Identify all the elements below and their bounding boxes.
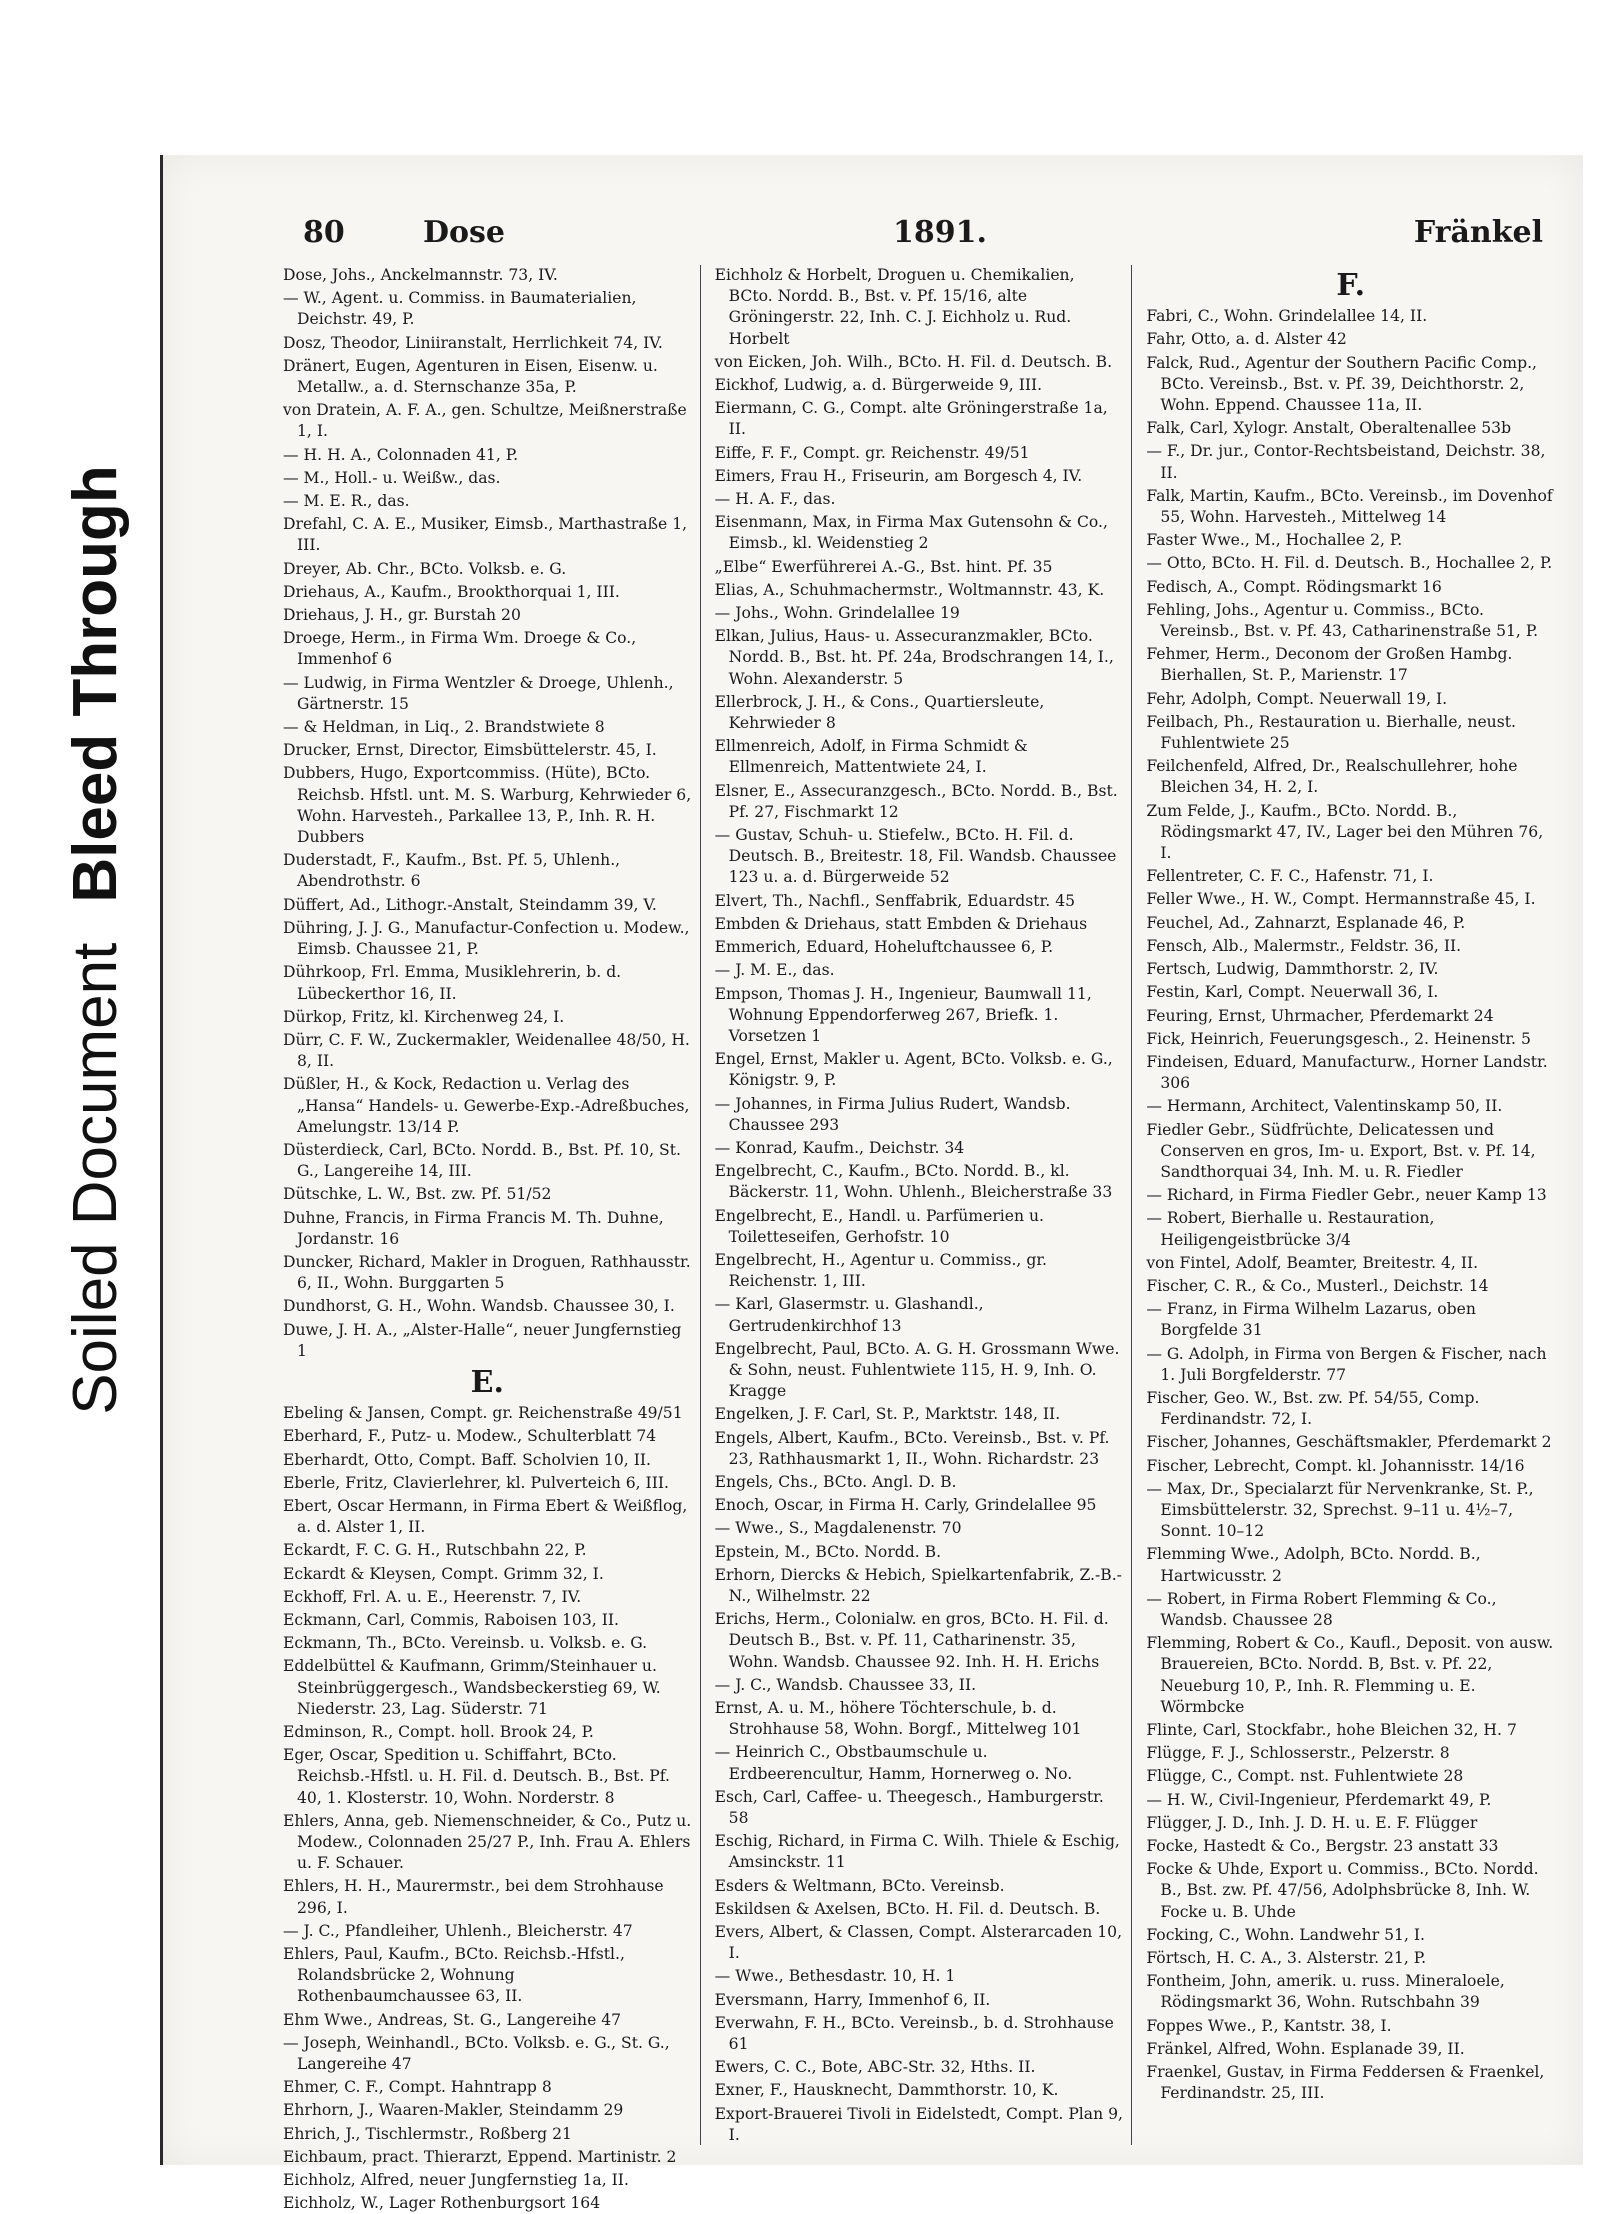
directory-entry: Eckardt & Kleysen, Compt. Grimm 32, I. xyxy=(283,1564,604,1583)
directory-entry: — Richard, in Firma Fiedler Gebr., neuer Kamp 13 xyxy=(1146,1186,1547,1205)
directory-entry: Düffert, Ad., Lithogr.-Anstalt, Steindamm 39, V. xyxy=(283,895,657,914)
directory-entry: — Johannes, in Firma Julius Rudert, Wandsb. Chaussee 293 xyxy=(714,1094,1071,1134)
directory-entry: Ehlers, Anna, geb. Niemenschneider, & Co., Putz u. Modew., Colonnaden 25/27 P., Inh. Frau A. Ehlers u. F. Schauer. xyxy=(283,1811,692,1873)
directory-entry: Ehm Wwe., Andreas, St. G., Langereihe 47 xyxy=(283,2010,622,2029)
directory-entry: Droege, Herm., in Firma Wm. Droege & Co., Immenhof 6 xyxy=(283,629,637,669)
directory-entry: Embden & Driehaus, statt Embden & Driehaus xyxy=(714,914,1088,933)
directory-entry: Erichs, Herm., Colonialw. en gros, BCto. H. Fil. d. Deutsch B., Bst. v. Pf. 11, Catharinenstr. 35, Wohn. Wandsb. Chaussee 92. Inh. H. H. Erichs xyxy=(714,1610,1109,1671)
directory-entry: Dundhorst, G. H., Wohn. Wandsb. Chaussee 30, I. xyxy=(283,1297,675,1316)
directory-entry: Dühring, J. J. G., Manufactur-Confection u. Modew., Eimsb. Chaussee 21, P. xyxy=(283,918,690,959)
directory-entry: Feller Wwe., H. W., Compt. Hermannstraße 45, I. xyxy=(1146,890,1536,909)
directory-entry: Düsterdieck, Carl, BCto. Nordd. B., Bst. Pf. 10, St. G., Langereihe 14, III. xyxy=(283,1140,681,1181)
directory-entry: Falk, Carl, Xylogr. Anstalt, Oberaltenallee 53b xyxy=(1146,419,1512,438)
directory-entry: Eiermann, C. G., Compt. alte Gröningerstraße 1a, II. xyxy=(714,399,1108,439)
directory-entry: Fick, Heinrich, Feuerungsgesch., 2. Heinenstr. 5 xyxy=(1146,1029,1531,1048)
directory-entry: Eckhoff, Frl. A. u. E., Heerenstr. 7, IV. xyxy=(283,1587,582,1606)
directory-entry: Falck, Rud., Agentur der Southern Pacific Comp., BCto. Vereinsb., Bst. v. Pf. 39, Deichthorstr. 2, Wohn. Eppend. Chaussee 11a, II. xyxy=(1146,353,1537,415)
directory-entry: Fischer, C. R., & Co., Musterl., Deichstr. 14 xyxy=(1146,1276,1489,1295)
directory-entry: Driehaus, J. H., gr. Burstah 20 xyxy=(283,606,521,625)
directory-entry: — Max, Dr., Specialarzt für Nervenkranke, St. P., Eimsbüttelerstr. 32, Sprechst. 9–11 u. 4½–7, Sonnt. 10–12 xyxy=(1146,1479,1534,1541)
directory-columns xyxy=(283,265,1563,2213)
directory-entry: Feuring, Ernst, Uhrmacher, Pferdemarkt 24 xyxy=(1146,1006,1494,1025)
directory-entry: Engelbrecht, H., Agentur u. Commiss., gr. Reichenstr. 1, III. xyxy=(714,1250,1048,1291)
directory-entry: Dürkop, Fritz, kl. Kirchenweg 24, I. xyxy=(283,1007,565,1026)
directory-column-1 xyxy=(283,265,701,2213)
directory-entry: Düßler, H., & Kock, Redaction u. Verlag des „Hansa“ Handels- u. Gewerbe-Exp.-Adreßbuches, Amelungstr. 13/14 P. xyxy=(283,1075,690,1136)
directory-entry: Engel, Ernst, Makler u. Agent, BCto. Volksb. e. G., Königstr. 9, P. xyxy=(714,1050,1113,1090)
directory-entry: Driehaus, A., Kaufm., Brookthorquai 1, III. xyxy=(283,582,620,601)
directory-entry: Fontheim, John, amerik. u. russ. Mineraloele, Rödingsmarkt 36, Wohn. Rutschbahn 39 xyxy=(1146,1972,1505,2012)
directory-entry: Drefahl, C. A. E., Musiker, Eimsb., Marthastraße 1, III. xyxy=(283,515,688,555)
directory-entry: Epstein, M., BCto. Nordd. B. xyxy=(714,1542,942,1561)
directory-entry: Dubbers, Hugo, Exportcommiss. (Hüte), BCto. Reichsb. Hfstl. unt. M. S. Warburg, Kehrwieder 6, Wohn. Harvesteh., Parkallee 13, P., Inh. R. H. Dubbers xyxy=(283,764,692,847)
directory-entry: Fischer, Geo. W., Bst. zw. Pf. 54/55, Comp. Ferdinandstr. 72, I. xyxy=(1146,1388,1480,1429)
directory-entry: Export-Brauerei Tivoli in Eidelstedt, Compt. Plan 9, I. xyxy=(714,2104,1123,2144)
sidebar-caption xyxy=(40,160,150,1720)
section-letter: F. xyxy=(1336,268,1366,303)
directory-entry: Eiffe, F. F., Compt. gr. Reichenstr. 49/51 xyxy=(714,443,1030,462)
directory-entry: Flemming, Robert & Co., Kaufl., Deposit. von ausw. Brauereien, BCto. Nordd. B, Bst. v. Pf. 22, Neueburg 10, P., Inh. R. Flemming u. E. Wörmbcke xyxy=(1146,1634,1554,1716)
directory-entry: Focke, Hastedt & Co., Bergstr. 23 anstatt 33 xyxy=(1146,1837,1499,1856)
directory-entry: — J. C., Pfandleiher, Uhlenh., Bleicherstr. 47 xyxy=(283,1921,633,1940)
directory-column-2 xyxy=(715,265,1133,2145)
directory-entry: Eversmann, Harry, Immenhof 6, II. xyxy=(714,1990,991,2009)
directory-entry: Elvert, Th., Nachfl., Senffabrik, Eduardstr. 45 xyxy=(714,891,1076,910)
directory-entry: Ellmenreich, Adolf, in Firma Schmidt & Ellmenreich, Mattentwiete 24, I. xyxy=(714,737,1028,777)
directory-entry: — J. M. E., das. xyxy=(714,961,835,980)
directory-entry: Findeisen, Eduard, Manufacturw., Horner Landstr. 306 xyxy=(1146,1052,1548,1093)
directory-entry: Esch, Carl, Caffee- u. Theegesch., Hamburgerstr. 58 xyxy=(714,1787,1104,1828)
page-header xyxy=(303,215,1543,255)
directory-entry: Ehlers, H. H., Maurermstr., bei dem Strohhause 296, I. xyxy=(283,1877,664,1917)
directory-entry: Fraenkel, Gustav, in Firma Feddersen & Fraenkel, Ferdinandstr. 25, III. xyxy=(1146,2063,1545,2103)
directory-entry: Elsner, E., Assecuranzgesch., BCto. Nordd. B., Bst. Pf. 27, Fischmarkt 12 xyxy=(714,781,1118,821)
directory-entry: Fedisch, A., Compt. Rödingsmarkt 16 xyxy=(1146,577,1442,596)
directory-entry: Engels, Albert, Kaufm., BCto. Vereinsb., Bst. v. Pf. 23, Rathhausmarkt 1, II., Wohn. Richardstr. 23 xyxy=(714,1428,1110,1468)
page-number: 80 xyxy=(303,215,345,250)
header-keyword-left: Dose xyxy=(423,215,506,250)
directory-entry: — Karl, Glasermstr. u. Glashandl., Gertrudenkirchhof 13 xyxy=(714,1295,984,1335)
header-keyword-right: Fränkel xyxy=(1413,215,1543,250)
directory-entry: „Elbe“ Ewerführerei A.-G., Bst. hint. Pf. 35 xyxy=(714,557,1053,576)
directory-entry: Flügger, J. D., Inh. J. D. H. u. E. F. Flügger xyxy=(1146,1813,1478,1832)
sidebar-text-b: Bleed Through xyxy=(60,465,130,903)
directory-entry: — Wwe., S., Magdalenenstr. 70 xyxy=(714,1519,962,1538)
directory-entry: — Konrad, Kaufm., Deichstr. 34 xyxy=(714,1138,965,1157)
directory-entry: Focke & Uhde, Export u. Commiss., BCto. Nordd. B., Bst. zw. Pf. 47/56, Adolphsbrücke 8, Inh. W. Focke u. B. Uhde xyxy=(1146,1860,1539,1921)
directory-entry: — H. H. A., Colonnaden 41, P. xyxy=(283,445,519,464)
directory-entry: — M. E. R., das. xyxy=(283,492,410,511)
directory-entry: — F., Dr. jur., Contor-Rechtsbeistand, Deichstr. 38, II. xyxy=(1146,442,1546,482)
directory-entry: — Wwe., Bethesdastr. 10, H. 1 xyxy=(714,1967,956,1986)
directory-entry: Dührkoop, Frl. Emma, Musiklehrerin, b. d. Lübeckerthor 16, II. xyxy=(283,963,622,1003)
directory-entry: Exner, F., Hausknecht, Dammthorstr. 10, K. xyxy=(714,2081,1059,2100)
directory-entry: Fehr, Adolph, Compt. Neuerwall 19, I. xyxy=(1146,689,1448,708)
directory-entry: — Joseph, Weinhandl., BCto. Volksb. e. G., St. G., Langereihe 47 xyxy=(283,2033,670,2074)
directory-entry: Engelken, J. F. Carl, St. P., Marktstr. 148, II. xyxy=(714,1405,1061,1424)
directory-entry: Ehrhorn, J., Waaren-Makler, Steindamm 29 xyxy=(283,2101,624,2120)
directory-entry: Engelbrecht, C., Kaufm., BCto. Nordd. B., kl. Bäckerstr. 11, Wohn. Uhlenh., Bleicherstraße 33 xyxy=(714,1162,1113,1202)
directory-entry: Duhne, Francis, in Firma Francis M. Th. Duhne, Jordanstr. 16 xyxy=(283,1208,664,1248)
directory-entry: Dosz, Theodor, Liniiranstalt, Herrlichkeit 74, IV. xyxy=(283,333,663,352)
directory-entry: Ernst, A. u. M., höhere Töchterschule, b. d. Strohhause 58, Wohn. Borgf., Mittelweg 101 xyxy=(714,1699,1082,1739)
directory-entry: von Fintel, Adolf, Beamter, Breitestr. 4, II. xyxy=(1146,1253,1479,1272)
directory-entry: Eickhof, Ludwig, a. d. Bürgerweide 9, III. xyxy=(714,376,1043,395)
directory-entry: Ebeling & Jansen, Compt. gr. Reichenstraße 49/51 xyxy=(283,1404,683,1423)
document-page xyxy=(160,155,1583,2213)
directory-entry: Fränkel, Alfred, Wohn. Esplanade 39, II. xyxy=(1146,2039,1465,2058)
directory-entry: — & Heldman, in Liq., 2. Brandstwiete 8 xyxy=(283,718,605,737)
directory-entry: Evers, Albert, & Classen, Compt. Alsterarcaden 10, I. xyxy=(714,1923,1123,1963)
directory-entry: Eberhardt, Otto, Compt. Baff. Scholvien 10, II. xyxy=(283,1450,651,1469)
directory-entry: Fertsch, Ludwig, Dammthorstr. 2, IV. xyxy=(1146,960,1439,979)
directory-entry: Dose, Johs., Anckelmannstr. 73, IV. xyxy=(283,266,558,284)
directory-entry: von Dratein, A. F. A., gen. Schultze, Meißnerstraße 1, I. xyxy=(283,401,687,441)
directory-entry: Falk, Martin, Kaufm., BCto. Vereinsb., im Dovenhof 55, Wohn. Harvesteh., Mittelweg 14 xyxy=(1146,486,1553,527)
directory-entry: Empson, Thomas J. H., Ingenieur, Baumwall 11, Wohnung Eppendorferweg 267, Briefk. 1. Vorsetzen 1 xyxy=(714,984,1092,1045)
directory-entry: — J. C., Wandsb. Chaussee 33, II. xyxy=(714,1675,977,1694)
directory-entry: Eckmann, Th., BCto. Vereinsb. u. Volksb. e. G. xyxy=(283,1634,648,1653)
directory-entry: Flinte, Carl, Stockfabr., hohe Bleichen 32, H. 7 xyxy=(1146,1721,1517,1739)
directory-entry: Dütschke, L. W., Bst. zw. Pf. 51/52 xyxy=(283,1185,552,1204)
directory-entry: Feilbach, Ph., Restauration u. Bierhalle, neust. Fuhlentwiete 25 xyxy=(1146,712,1516,753)
directory-entry: Fehling, Johs., Agentur u. Commiss., BCto. Vereinsb., Bst. v. Pf. 43, Catharinenstraße 51, P. xyxy=(1146,600,1539,641)
directory-entry: Erhorn, Diercks & Hebich, Spielkartenfabrik, Z.-B.-N., Wilhelmstr. 22 xyxy=(714,1565,1122,1605)
directory-entry: Flügge, F. J., Schlosserstr., Pelzerstr. 8 xyxy=(1146,1744,1450,1763)
directory-entry: — Heinrich C., Obstbaumschule u. Erdbeerencultur, Hamm, Hornerweg o. No. xyxy=(714,1743,1073,1783)
section-letter: E. xyxy=(470,1364,504,1400)
directory-entry: Eichbaum, pract. Thierarzt, Eppend. Martinistr. 2 xyxy=(283,2147,677,2166)
directory-entry: Fiedler Gebr., Südfrüchte, Delicatessen und Conserven en gros, Im- u. Export, Bst. v. Pf. 14, Sandthorquai 34, Inh. M. u. R. Fiedler xyxy=(1146,1120,1536,1181)
directory-entry: — Gustav, Schuh- u. Stiefelw., BCto. H. Fil. d. Deutsch. B., Breitestr. 18, Fil. Wandsb. Chaussee 123 u. a. d. Bürgerweide 52 xyxy=(714,826,1117,887)
directory-entry: Elias, A., Schuhmachermstr., Woltmannstr. 43, K. xyxy=(714,580,1105,599)
directory-entry: Eberhard, F., Putz- u. Modew., Schulterblatt 74 xyxy=(283,1427,657,1446)
directory-entry: Duwe, J. H. A., „Alster-Halle“, neuer Jungfernstieg 1 xyxy=(283,1320,682,1360)
directory-entry: Fischer, Johannes, Geschäftsmakler, Pferdemarkt 2 xyxy=(1146,1433,1552,1452)
directory-entry: Fabri, C., Wohn. Grindelallee 14, II. xyxy=(1146,307,1428,326)
directory-entry: — G. Adolph, in Firma von Bergen & Fischer, nach 1. Juli Borgfelderstr. 77 xyxy=(1146,1344,1547,1384)
directory-entry: — Otto, BCto. H. Fil. d. Deutsch. B., Hochallee 2, P. xyxy=(1146,554,1553,573)
directory-entry: — Robert, Bierhalle u. Restauration, Heiligengeistbrücke 3/4 xyxy=(1146,1209,1435,1249)
directory-entry: Eisenmann, Max, in Firma Max Gutensohn & Co., Eimsb., kl. Weidenstieg 2 xyxy=(714,513,1108,553)
directory-entry: Dreyer, Ab. Chr., BCto. Volksb. e. G. xyxy=(283,559,567,578)
directory-entry: — Ludwig, in Firma Wentzler & Droege, Uhlenh., Gärtnerstr. 15 xyxy=(283,673,674,713)
directory-entry: Eichholz & Horbelt, Droguen u. Chemikalien, BCto. Nordd. B., Bst. v. Pf. 15/16, alte Gröningerstr. 22, Inh. C. J. Eichholz u. Rud. Horbelt xyxy=(714,266,1075,348)
directory-entry: Fensch, Alb., Malermstr., Feldstr. 36, II. xyxy=(1146,936,1462,955)
directory-entry: Eichholz, Alfred, neuer Jungfernstieg 1a, II. xyxy=(283,2171,629,2190)
directory-entry: Duncker, Richard, Makler in Droguen, Rathhausstr. 6, II., Wohn. Burggarten 5 xyxy=(283,1252,691,1293)
directory-entry: Fehmer, Herm., Deconom der Großen Hambg. Bierhallen, St. P., Marienstr. 17 xyxy=(1146,645,1513,685)
directory-entry: Ehrich, J., Tischlermstr., Roßberg 21 xyxy=(283,2124,572,2143)
directory-entry: Eckmann, Carl, Commis, Raboisen 103, II. xyxy=(283,1610,619,1629)
directory-entry: Eger, Oscar, Spedition u. Schiffahrt, BCto. Reichsb.-Hfstl. u. H. Fil. d. Deutsch. B., Bst. Pf. 40, 1. Klosterstr. 10, Wohn. Norderstr. 8 xyxy=(283,1746,670,1807)
directory-entry: — H. A. F., das. xyxy=(714,490,836,509)
directory-entry: Förtsch, H. C. A., 3. Alsterstr. 21, P. xyxy=(1146,1949,1427,1968)
directory-entry: Dürr, C. F. W., Zuckermakler, Weidenallee 48/50, H. 8, II. xyxy=(283,1030,690,1071)
directory-entry: Eberle, Fritz, Clavierlehrer, kl. Pulverteich 6, III. xyxy=(283,1473,669,1492)
directory-entry: Emmerich, Eduard, Hoheluftchaussee 6, P. xyxy=(714,938,1054,957)
directory-entry: Feuchel, Ad., Zahnarzt, Esplanade 46, P. xyxy=(1146,913,1466,932)
directory-entry: Zum Felde, J., Kaufm., BCto. Nordd. B., Rödingsmarkt 47, IV., Lager bei den Mühren 76, I. xyxy=(1146,801,1544,863)
directory-entry: Ewers, C. C., Bote, ABC-Str. 32, Hths. II. xyxy=(714,2058,1036,2077)
directory-entry: Eckardt, F. C. G. H., Rutschbahn 22, P. xyxy=(283,1541,587,1560)
directory-entry: Engelbrecht, E., Handl. u. Parfümerien u. Toiletteseifen, Gerhofstr. 10 xyxy=(714,1206,1044,1246)
directory-entry: Eskildsen & Axelsen, BCto. H. Fil. d. Deutsch. B. xyxy=(714,1899,1101,1918)
directory-entry: — Hermann, Architect, Valentinskamp 50, II. xyxy=(1146,1097,1503,1116)
directory-entry: Flemming Wwe., Adolph, BCto. Nordd. B., Hartwicusstr. 2 xyxy=(1146,1545,1481,1585)
directory-entry: Eschig, Richard, in Firma C. Wilh. Thiele & Eschig, Amsinckstr. 11 xyxy=(714,1832,1120,1872)
directory-entry: — M., Holl.- u. Weißw., das. xyxy=(283,468,501,487)
directory-entry: — Franz, in Firma Wilhelm Lazarus, oben Borgfelde 31 xyxy=(1146,1300,1476,1340)
directory-entry: — Johs., Wohn. Grindelallee 19 xyxy=(714,604,960,623)
directory-entry: von Eicken, Joh. Wilh., BCto. H. Fil. d. Deutsch. B. xyxy=(714,352,1113,371)
directory-entry: Foppes Wwe., P., Kantstr. 38, I. xyxy=(1146,2016,1392,2035)
sidebar-text-a: Soiled Document xyxy=(60,942,130,1415)
directory-entry: — Robert, in Firma Robert Flemming & Co., Wandsb. Chaussee 28 xyxy=(1146,1589,1497,1629)
directory-entry: Engelbrecht, Paul, BCto. A. G. H. Grossmann Wwe. & Sohn, neust. Fuhlentwiete 115, H. 9, Inh. O. Kragge xyxy=(714,1339,1120,1401)
directory-entry: Edminson, R., Compt. holl. Brook 24, P. xyxy=(283,1723,594,1741)
directory-entry: Eichholz, W., Lager Rothenburgsort 164 xyxy=(283,2194,601,2213)
directory-entry: Fischer, Lebrecht, Compt. kl. Johannisstr. 14/16 xyxy=(1146,1456,1525,1475)
directory-entry: Duderstadt, F., Kaufm., Bst. Pf. 5, Uhlenh., Abendrothstr. 6 xyxy=(283,851,621,891)
directory-entry: Ehmer, C. F., Compt. Hahntrapp 8 xyxy=(283,2078,552,2097)
directory-entry: Eddelbüttel & Kaufmann, Grimm/Steinhauer u. Steinbrüggergesch., Wandsbeckerstieg 69, W. Niederstr. 23, Lag. Süderstr. 71 xyxy=(283,1657,661,1718)
directory-entry: Faster Wwe., M., Hochallee 2, P. xyxy=(1146,531,1403,550)
directory-entry: Ellerbrock, J. H., & Cons., Quartiersleute, Kehrwieder 8 xyxy=(714,692,1045,733)
directory-entry: Festin, Karl, Compt. Neuerwall 36, I. xyxy=(1146,983,1439,1002)
header-year: 1891. xyxy=(893,215,987,250)
directory-entry: — H. W., Civil-Ingenieur, Pferdemarkt 49, P. xyxy=(1146,1790,1492,1809)
directory-entry: Engels, Chs., BCto. Angl. D. B. xyxy=(714,1472,957,1491)
directory-entry: Esders & Weltmann, BCto. Vereinsb. xyxy=(714,1876,1005,1895)
directory-entry: Feilchenfeld, Alfred, Dr., Realschullehrer, hohe Bleichen 34, H. 2, I. xyxy=(1146,757,1518,797)
directory-entry: Ebert, Oscar Hermann, in Firma Ebert & Weißflog, a. d. Alster 1, II. xyxy=(283,1496,688,1537)
directory-entry: Focking, C., Wohn. Landwehr 51, I. xyxy=(1146,1925,1425,1944)
directory-entry: — W., Agent. u. Commiss. in Baumaterialien, Deichstr. 49, P. xyxy=(283,289,637,329)
directory-entry: Flügge, C., Compt. nst. Fuhlentwiete 28 xyxy=(1146,1767,1464,1786)
directory-entry: Fellentreter, C. F. C., Hafenstr. 71, I. xyxy=(1146,867,1434,886)
directory-entry: Elkan, Julius, Haus- u. Assecuranzmakler, BCto. Nordd. B., Bst. ht. Pf. 24a, Brodschrangen 14, I., Wohn. Alexanderstr. 5 xyxy=(714,627,1114,688)
directory-entry: Enoch, Oscar, in Firma H. Carly, Grindelallee 95 xyxy=(714,1496,1097,1515)
directory-entry: Dränert, Eugen, Agenturen in Eisen, Eisenw. u. Metallw., a. d. Sternschanze 35a, P. xyxy=(283,356,658,397)
directory-entry: Ehlers, Paul, Kaufm., BCto. Reichsb.-Hfstl., Rolandsbrücke 2, Wohnung Rothenbaumchaussee 63, II. xyxy=(283,1945,625,2006)
sidebar-label xyxy=(40,160,150,1720)
directory-entry: Everwahn, F. H., BCto. Vereinsb., b. d. Strohhause 61 xyxy=(714,2013,1114,2054)
directory-column-3 xyxy=(1146,265,1563,2145)
directory-entry: Drucker, Ernst, Director, Eimsbüttelerstr. 45, I. xyxy=(283,741,657,760)
directory-entry: Fahr, Otto, a. d. Alster 42 xyxy=(1146,330,1347,349)
directory-entry: Eimers, Frau H., Friseurin, am Borgesch 4, IV. xyxy=(714,466,1083,485)
